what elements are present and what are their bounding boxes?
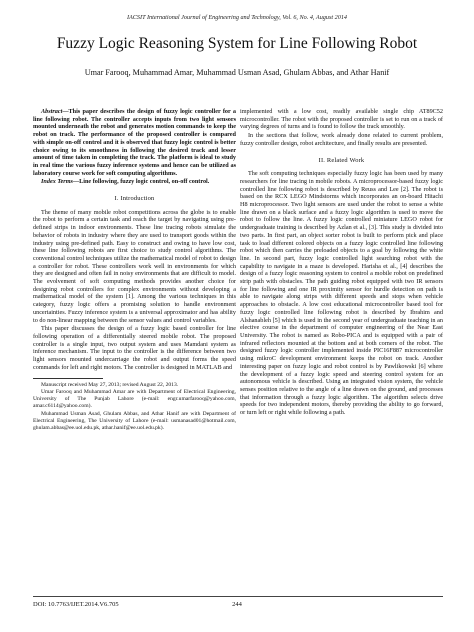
abstract	[33, 108, 236, 177]
doi-footer: DOI: 10.7763/IJET.2014.V6.705	[33, 601, 119, 608]
intro-paragraph-1: The theme of many mobile robot competitions across the globe is to enable the robot to perform a certain task and reach the target by navigating using pre-defined strips in indoor environments. These line tracing robots simulate the behavior of robots in industry where they are used to transport goods within the industry using pre-defined path. Easy to construct and owing to have low cost, these line following robots are first choice to study control algorithms. The conventional control techniques utilize the mathematical model of robot to design a controller for robot. These controllers work well in environments for which they are designed and often fail in noisy environments that are difficult to model. The evolvement of soft computing methods provides another choice for designing robot controllers for complex environments without developing a mathematical model of the system [1]. Among the various techniques in this category, fuzzy logic offers a promising solution to handle environment uncertainties. Fuzzy inference system is a universal approximator and has ability to do non-linear mapping between the sensor values and control variables.	[33, 208, 236, 324]
section-heading-introduction: I. Introduction	[114, 195, 155, 203]
footnote-received: Manuscript received May 27, 2013; revised August 22, 2013.	[41, 381, 179, 388]
footnote-affiliation-2: Muhammad Usman Asad, Ghulam Abbas, and Athar Hanif are with Department of Electrical Engineering, The University of Lahore (e-mail: usmanasad01@hotmail.com, ghulam.abbas@ee.uol.edu.pk, athar.hanif@ee.uol.edu.pk).	[33, 411, 236, 431]
author-list: Umar Farooq, Muhammad Amar, Muhammad Usman Asad, Ghulam Abbas, and Athar Hanif	[84, 68, 390, 77]
footnote-affiliation-1: Umar Farooq and Muhammad Amar are with Department of Electrical Engineering, University of The Punjab Lahore (e-mail: engr.umarfarooq@yahoo.com, amar.c6114@yahoo.com).	[33, 389, 236, 410]
continued-paragraph: implemented with a low cost, readily available single chip AT89C52 microcontroller. The robot with the proposed controller is set to run on a track of varying degrees of turns and is found to follow the track smoothly.	[240, 108, 443, 131]
related-work-paragraph: The soft computing techniques especially fuzzy logic has been used by many researchers for line tracing in mobile robots. A microprocessor-based fuzzy logic controlled line following robot is described by Reuss and Lee [2]. The robot is based on the RCX LEGO Mindstorms which incorporates an on-board Hitachi H8 microprocessor. Two light sensors are used under the robot to sense a white line drawn on a black surface and a fuzzy logic algorithm is used to move the robot to follow the line. A fuzzy logic controlled miniature LEGO robot for undergraduate training is described by Azlan et al., [3]. This study is divided into two parts. In first part, an object sorter robot is built to perform pick and place task to load different colored objects on a fuzzy logic controlled line following robot which then carries the preloaded objects to a goal by following the white line. In second part, fuzzy logic controlled light searching robot with the capability to navigate in a maze is developed. Harisha et al., [4] describes the design of a fuzzy logic reasoning system to control a mobile robot on predefined strip path with obstacles. The path guiding robot equipped with two IR sensors for line following and one IR proximity sensor for hurdle detection on path is able to navigate along strips with different speeds and stops when vehicle approaches to obstacle. A low cost educational microcontroller based tool for fuzzy logic controlled line following robot is described by Ibrahim and Alshanableh [5] which is used in the second year of undergraduate teaching in an elective course in the department of computer engineering of the Near East University. The robot is named as Robo-PICA and is equipped with a pair of infrared reflectors mounted at the bottom and at both corners of the robot. The designed fuzzy logic controller implemented inside PIC16F887 microcontroller using mikroC development environment keeps the robot on track. Another interesting paper on fuzzy logic and robot control is by Pawlikowski [6] where the development of a fuzzy logic speed and steering control system for an autonomous vehicle is described. Using an integrated vision system, the vehicle senses position relative to the angle of a line drawn on the ground, and processes that information through a fuzzy logic algorithm. The algorithm selects drive speeds for two independent motors, thereby providing the ability to go forward, or turn left or right while following a path.	[240, 170, 443, 417]
abstract-text: —This paper describes the design of fuzzy logic controller for a line following robot. The controller accepts inputs from two light sensors mounted underneath the robot and generates motion commands to keep the robot on track. The performance of the proposed controller is compared with simple on-off control and it is observed that fuzzy logic control is better choice owing to its smoothness in following the desired track and lesser amount of time taken in completing the track. The platform is ideal to study in real time the various fuzzy inference systems and hence can be utilized as laboratory course work for soft computing algorithms.	[33, 108, 236, 177]
footer-divider	[33, 596, 443, 597]
outline-paragraph: In the sections that follow, work already done related to current problem, fuzzy controller design, robot architecture, and finally results are presented.	[240, 132, 443, 147]
running-header: IACSIT International Journal of Engineering and Technology, Vol. 6, No. 4, August 2014	[126, 14, 348, 21]
index-terms-text: —Line following, fuzzy logic control, on-off control.	[72, 178, 210, 186]
paper-title: Fuzzy Logic Reasoning System for Line Following Robot	[56, 35, 418, 52]
right-column	[240, 108, 443, 418]
index-terms-label: Index Terms	[41, 178, 73, 186]
page-number: 244	[232, 601, 242, 608]
index-terms	[33, 178, 236, 186]
abstract-label: Abstract	[41, 108, 63, 115]
left-column	[33, 108, 236, 433]
footnote-divider	[33, 378, 103, 379]
section-heading-related-work: II. Related Work	[318, 156, 365, 164]
intro-paragraph-2: This paper discusses the design of a fuzzy logic based controller for line following operation of a differentially steered mobile robot. The proposed controller is a single input, two output system and uses Mamdani system as inference mechanism. The input to the controller is the difference between two light sensors mounted undercarriage the robot and output forms the speed commands for left and right motors. The controller is designed in MATLAB and	[33, 325, 236, 371]
